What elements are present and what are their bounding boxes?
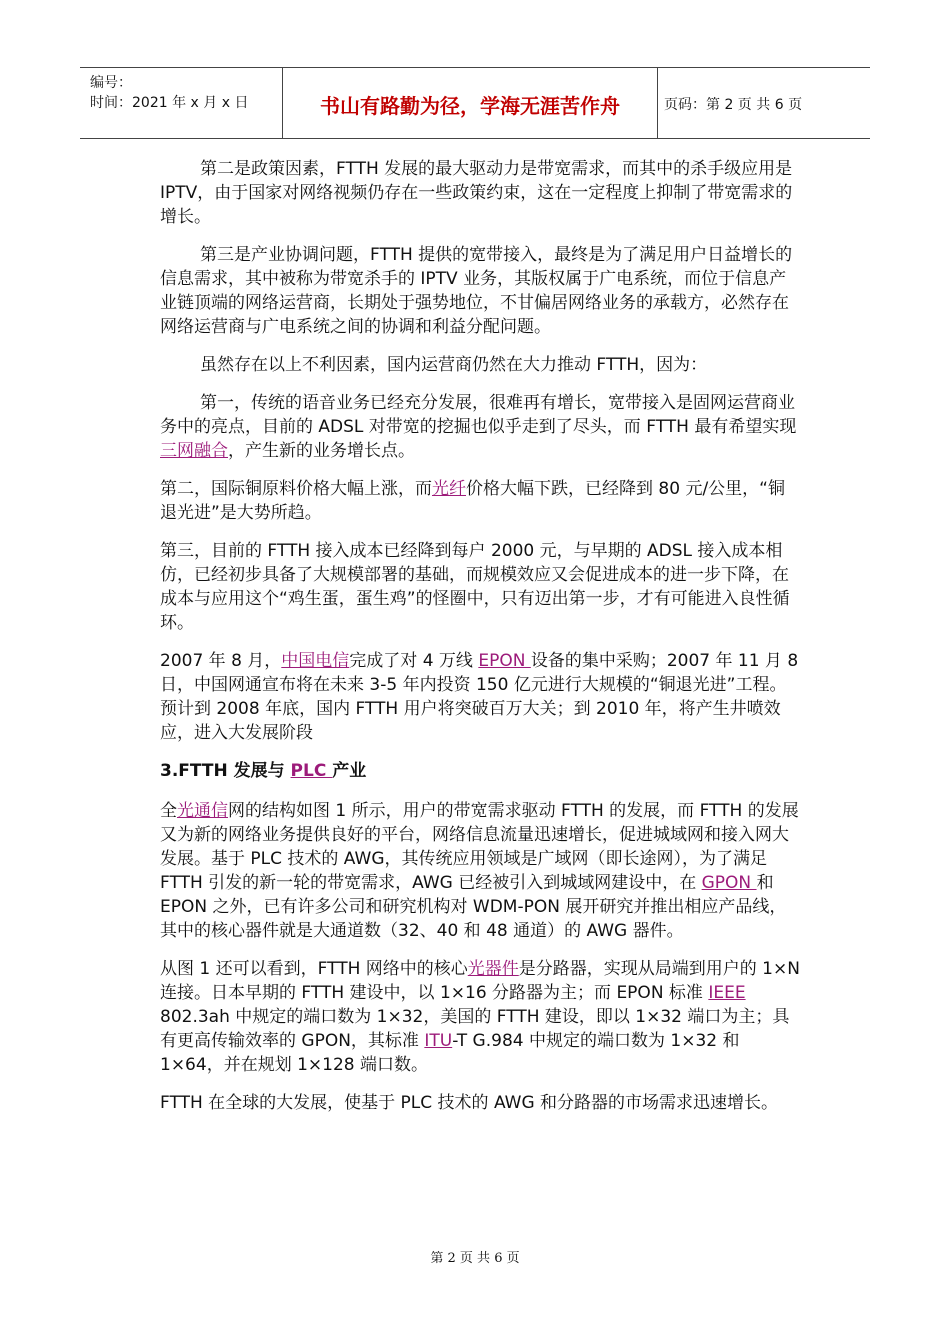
text-run: 3.FTTH 发展与 [160,761,291,781]
paragraph-global: FTTH 在全球的大发展，使基于 PLC 技术的 AWG 和分路器的市场需求迅速增长。 [160,1093,779,1113]
text-run: -T G.984 中规定的端口数为 1×32 和 1×64，并在规划 1×128 端口数。 [160,1031,740,1075]
paragraph-splitter [160,957,800,1077]
paragraph-industry: 第三是产业协调问题，FTTH 提供的宽带接入，最终是为了满足用户日益增长的信息需求，其中被称为带宽杀手的 IPTV 业务，其版权属于广电系统，而位于信息产业链顶端的网络运营商，长期处于强势地位，不甘偏居网络业务的承载方，必然存在网络运营商与广电系统之间的协调和利益分配问题。 [160,245,793,337]
link-china-telecom[interactable]: 中国电信 [281,651,350,671]
text-run: 设备的集中采购；2007 年 11 月 8 日，中国网通宣布将在未来 3-5 年内投资 150 亿元进行大规模的“铜退光进”工程。预计到 2008 年底，国内 FTTH 用户将突破百万大关；到 2010 年，将产生井喷效应，进入大发展阶段 [160,651,799,743]
link-triple-play[interactable]: 三网融合 [160,441,228,461]
link-ieee[interactable]: IEEE [708,983,746,1003]
code-label: 编号： [90,75,132,91]
link-itu[interactable]: ITU [424,1031,453,1051]
paragraph-network-structure [160,799,800,943]
document-body [160,157,800,1129]
text-run: 802.3ah 中规定的端口数为 1×32，美国的 FTTH 建设，即以 1×32 端口为主；具有更高传输效率的 GPON，其标准 [160,1007,790,1051]
section-heading [160,759,800,783]
text-run: 第一，传统的语音业务已经充分发展，很难再有增长，宽带接入是固网运营商业务中的亮点，目前的 ADSL 对带宽的挖掘也似乎走到了尽头，而 FTTH 最有希望实现 [160,393,797,437]
text-run: 从图 1 还可以看到，FTTH 网络中的核心 [160,959,468,979]
text-run: 网的结构如图 1 所示，用户的带宽需求驱动 FTTH 的发展，而 FTTH 的发展又为新的网络业务提供良好的平台，网络信息流量迅速增长，促进城域网和接入网大发展。基于 PLC 技术的 AWG，其传统应用领域是广域网（即长途网），为了满足 FTTH 引发的新一轮的带宽需求，AWG 已经被引入到城域网建设中，在 [160,801,799,893]
paragraph-2007 [160,649,800,745]
text-run: 产业 [332,761,367,781]
text-run: 和 EPON 之外，已有许多公司和研究机构对 WDM-PON 展开研究并推出相应产品线，其中的核心器件就是大通道数（32、40 和 48 通道）的 AWG 器件。 [160,873,787,941]
paragraph-despite: 虽然存在以上不利因素，国内运营商仍然在大力推动 FTTH，因为： [200,355,708,375]
paragraph-first [160,391,800,463]
page-footer: 第 2 页 共 6 页 [430,1251,520,1266]
text-run: 是分路器，实现从局端到用户的 1×N 连接。日本早期的 FTTH 建设中，以 1×16 分路器为主；而 EPON 标准 [160,959,800,1003]
link-optical-communication[interactable]: 光通信 [177,801,228,821]
link-epon[interactable]: EPON [478,651,531,671]
page-info: 页码：第 2 页 共 6 页 [664,97,803,113]
link-gpon[interactable]: GPON [701,873,757,893]
text-run: 价格大幅下跌，已经降到 80 元/公里，“铜退光进”是大势所趋。 [160,479,785,523]
paragraph-third: 第三，目前的 FTTH 接入成本已经降到每户 2000 元，与早期的 ADSL 接入成本相仿，已经初步具备了大规模部署的基础，而规模效应又会促进成本的进一步下降，在成本与应用这个“鸡生蛋，蛋生鸡”的怪圈中，只有迈出第一步，才有可能进入良性循环。 [160,541,790,633]
text-run: 第二，国际铜原料价格大幅上涨，而 [160,479,432,499]
link-optical-fiber[interactable]: 光纤 [432,479,466,499]
link-plc[interactable]: PLC [290,761,333,781]
paragraph-policy: 第二是政策因素，FTTH 发展的最大驱动力是带宽需求，而其中的杀手级应用是 IPTV，由于国家对网络视频仍存在一些政策约束，这在一定程度上抑制了带宽需求的增长。 [160,159,793,227]
document-header [80,67,870,139]
header-right-cell [658,68,870,138]
text-run: 完成了对 4 万线 [349,651,479,671]
date-label: 时间：2021 年 x 月 x 日 [90,95,249,111]
header-left-cell [80,68,283,138]
motto-text: 书山有路勤为径，学海无涯苦作舟 [320,94,620,118]
link-optical-device[interactable]: 光器件 [467,959,519,979]
paragraph-second [160,477,800,525]
text-run: 2007 年 8 月， [160,651,282,671]
header-middle-cell [283,68,658,138]
text-run: 全 [160,801,177,821]
text-run: ，产生新的业务增长点。 [228,441,415,461]
